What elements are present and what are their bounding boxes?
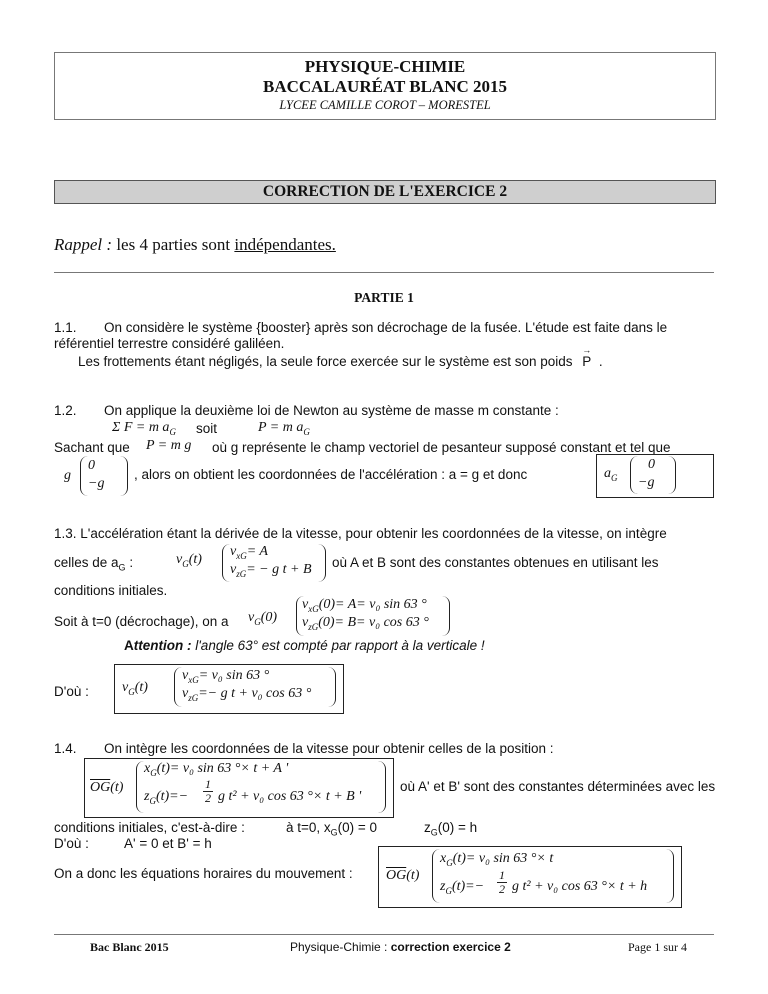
v0-top-rest: (0)= A= v₀ sin 63 ° xyxy=(318,597,427,612)
footer-divider xyxy=(54,934,714,935)
s13-line3: conditions initiales. xyxy=(54,583,168,598)
fin-top-sub: G xyxy=(446,857,453,868)
v0-top-sub: xG xyxy=(308,603,319,614)
ag-label xyxy=(604,466,618,483)
ci-mid-text: à t=0, x xyxy=(286,820,331,835)
og-bot-sub: G xyxy=(149,795,156,806)
s14-dou-text: A' = 0 et B' = h xyxy=(124,836,212,851)
og-top-x: x xyxy=(144,761,151,776)
s12-eq3: P = m g xyxy=(146,438,192,453)
s12-soit: soit xyxy=(196,421,218,436)
fin-bot-rest2: g t² + v₀ cos 63 °× t + h xyxy=(512,879,648,894)
celles-sub: G xyxy=(118,562,126,573)
footer-center-plain: Physique-Chimie : xyxy=(290,940,391,954)
attention-label: ttention : xyxy=(133,638,192,653)
g-vector-label: g xyxy=(64,468,71,483)
footer-left: Bac Blanc 2015 xyxy=(90,940,169,954)
ci-right-rest: (0) = h xyxy=(437,820,478,835)
s13-dou: D'où : xyxy=(54,684,89,699)
vg-letter: v xyxy=(176,552,183,567)
res-bot xyxy=(182,686,311,703)
v0-bot-v: v xyxy=(302,615,309,630)
g-bot: −g xyxy=(88,476,105,491)
attention-a: A xyxy=(124,638,134,653)
v0-sub: G xyxy=(254,616,261,627)
vg-top-rest: = A xyxy=(246,544,268,559)
fin-frac-den: 2 xyxy=(499,882,505,896)
og-arg: (t) xyxy=(110,780,124,795)
s14-ci-right xyxy=(424,820,477,838)
og-top-sub: G xyxy=(150,767,157,778)
fin-frac xyxy=(497,869,507,896)
footer-page: Page 1 sur 4 xyxy=(628,940,687,954)
s14-eq-horaires: On a donc les équations horaires du mouvement : xyxy=(54,866,353,881)
eq2-text: P = m a xyxy=(258,420,304,435)
ag-label-text: a xyxy=(604,466,611,481)
attention-line xyxy=(124,638,485,653)
v0-bot xyxy=(302,615,429,632)
vg-bot xyxy=(230,562,312,579)
eq2-sub: G xyxy=(303,426,310,437)
res-top-sub: xG xyxy=(188,674,199,685)
fin-arg: (t) xyxy=(406,868,420,883)
s14-ci-mid xyxy=(286,820,377,838)
s14-dou: D'où : xyxy=(54,836,89,851)
ag-top: 0 xyxy=(648,457,655,472)
s11-end: . xyxy=(598,354,603,369)
s12-eq2 xyxy=(258,420,310,437)
res-sub: G xyxy=(128,686,135,697)
v0-top xyxy=(302,597,427,614)
s13-celles xyxy=(54,555,133,573)
s11-num: 1.1. xyxy=(54,320,77,335)
res-arg: (t) xyxy=(134,680,148,695)
vg-bot-v: v xyxy=(230,562,237,577)
s13-line1: 1.3. L'accélération étant la dérivée de la vitesse, pour obtenir les coordonnées de la vitesse, on intègre xyxy=(54,526,667,541)
og-frac-num: 1 xyxy=(205,777,211,791)
s11-line1: On considère le système {booster} après son décrochage de la fusée. L'étude est faite dans le xyxy=(104,320,668,335)
og-bot-rest2: g t² + v₀ cos 63 °× t + B ' xyxy=(218,789,362,804)
rappel-underlined: indépendantes. xyxy=(234,235,336,254)
res-label xyxy=(122,680,148,697)
s14-ci: conditions initiales, c'est-à-dire : xyxy=(54,820,245,835)
res-top-rest: = v₀ sin 63 ° xyxy=(198,668,270,683)
res-top-v: v xyxy=(182,668,189,683)
ag-bot: −g xyxy=(638,475,655,490)
v0-top-v: v xyxy=(302,597,309,612)
fin-label xyxy=(386,868,419,884)
s13-soit: Soit à t=0 (décrochage), on a xyxy=(54,614,229,629)
og-bot-rest1: (t)=− xyxy=(155,789,189,804)
rappel-label: Rappel : xyxy=(54,235,113,254)
correction-title: CORRECTION DE L'EXERCICE 2 xyxy=(54,180,716,204)
eq1-sub: G xyxy=(169,426,176,437)
poids-vector: → P xyxy=(582,354,591,369)
s12-line4: , alors on obtient les coordonnées de l'accélération : a = g et donc xyxy=(134,467,528,482)
og-frac xyxy=(203,778,213,805)
s11-line3 xyxy=(78,354,603,369)
res-bot-rest: =− g t + v₀ cos 63 ° xyxy=(198,686,312,701)
vg-top-sub: xG xyxy=(236,550,247,561)
og-bot xyxy=(144,789,188,806)
exam-title: BACCALAURÉAT BLANC 2015 xyxy=(262,77,507,96)
og-top xyxy=(144,761,288,778)
s11-text: Les frottements étant négligés, la seule force exercée sur le système est son poids xyxy=(78,354,573,369)
s14-num: 1.4. xyxy=(54,741,77,756)
fin-bot-z: z xyxy=(440,879,446,894)
fin-top-x: x xyxy=(440,851,447,866)
celles-colon: : xyxy=(129,555,134,570)
rappel-text: les 4 parties sont xyxy=(112,235,235,254)
ci-right-sub: G xyxy=(430,827,438,838)
fin-frac-num: 1 xyxy=(499,868,505,882)
og-label xyxy=(90,780,123,796)
res-bot-v: v xyxy=(182,686,189,701)
vg-top xyxy=(230,544,268,561)
s14-right: où A' et B' sont des constantes déterminées avec les xyxy=(400,779,716,794)
res-top xyxy=(182,668,269,685)
s14-line1: On intègre les coordonnées de la vitesse pour obtenir celles de la position : xyxy=(104,741,554,756)
ag-sub: G xyxy=(611,472,618,483)
res-bot-sub: zG xyxy=(188,692,199,703)
fin-letters: $\overline{OG}$ xyxy=(386,868,407,883)
fin-bot-sub: G xyxy=(445,885,452,896)
fin-top-rest: (t)= v₀ sin 63 °× t xyxy=(452,851,554,866)
s12-line3: où g représente le champ vectoriel de pesanteur supposé constant et tel que xyxy=(212,440,671,455)
fin-top xyxy=(440,851,553,868)
subject-title: PHYSIQUE-CHIMIE xyxy=(304,57,466,76)
ci-right-text: z xyxy=(424,820,431,835)
s12-line1: On applique la deuxième loi de Newton au système de masse m constante : xyxy=(104,403,559,418)
ci-mid-rest: (0) = 0 xyxy=(337,820,378,835)
vg-bot-sub: zG xyxy=(236,568,247,579)
footer-center xyxy=(290,940,511,954)
g-top: 0 xyxy=(88,458,95,473)
v0-letter: v xyxy=(248,610,255,625)
s12-eq1 xyxy=(112,420,176,437)
vg-label xyxy=(176,552,202,569)
fin-bot-rest1: (t)=− xyxy=(451,879,485,894)
og-frac-den: 2 xyxy=(205,791,211,805)
celles-text: celles de a xyxy=(54,555,119,570)
header-box xyxy=(54,52,716,120)
og-top-rest: (t)= v₀ sin 63 °× t + A ' xyxy=(156,761,289,776)
divider xyxy=(54,272,714,273)
footer-center-bold: correction exercice 2 xyxy=(390,940,511,954)
ci-mid-sub: G xyxy=(330,827,338,838)
s12-sachant: Sachant que xyxy=(54,440,130,455)
attention-text: l'angle 63° est compté par rapport à la verticale ! xyxy=(191,638,485,653)
school-name: LYCEE CAMILLE COROT – MORESTEL xyxy=(279,98,491,112)
vg-sub: G xyxy=(182,558,189,569)
rappel-line xyxy=(54,235,336,255)
v0-bot-sub: zG xyxy=(308,621,319,632)
eq1-text: Σ F = m a xyxy=(112,420,170,435)
s13-right: où A et B sont des constantes obtenues en utilisant les xyxy=(332,555,659,570)
vg-bot-rest: = − g t + B xyxy=(246,562,312,577)
v0-bot-rest: (0)= B= v₀ cos 63 ° xyxy=(318,615,429,630)
s12-num: 1.2. xyxy=(54,403,77,418)
res-letter: v xyxy=(122,680,129,695)
s11-line2: référentiel terrestre considéré galiléen. xyxy=(54,336,285,351)
vg-top-v: v xyxy=(230,544,237,559)
v0-arg: (0) xyxy=(260,610,278,625)
og-bot-z: z xyxy=(144,789,150,804)
fin-bot xyxy=(440,879,484,896)
v0-label xyxy=(248,610,277,627)
partie-title: PARTIE 1 xyxy=(354,290,414,305)
og-letters: $\overline{OG}$ xyxy=(90,780,111,795)
vg-arg: (t) xyxy=(188,552,202,567)
